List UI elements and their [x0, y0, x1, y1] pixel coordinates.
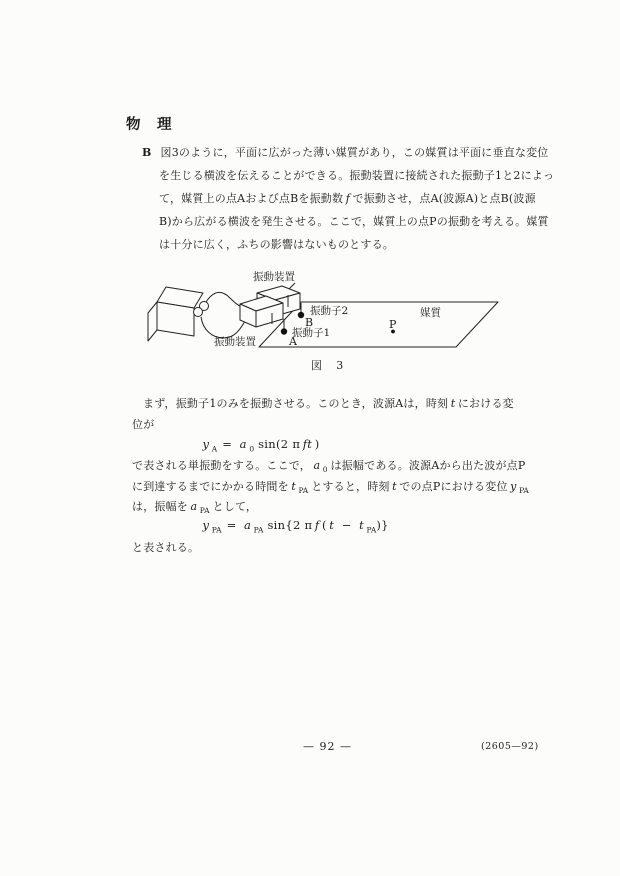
problem-b-line-1	[142, 146, 549, 159]
print-code: (2605—92)	[481, 741, 539, 752]
point-p-label: P	[389, 318, 397, 331]
cable-jack-lower	[194, 308, 203, 317]
page-title: 物 理	[126, 116, 173, 133]
para2-line-8: と表される。	[132, 541, 200, 554]
para2-line-2: 位が	[132, 418, 155, 431]
para2-line-5: に到達するまでにかかる時間を t $_{PA}$ とすると，時刻 t での点Pにおける変位 y $_{PA}$	[132, 480, 529, 496]
problem-b-line-5: は十分に広く，ふちの影響はないものとする。	[159, 238, 394, 251]
para2-line-4: で表される単振動をする。ここで， a $_0$ は振幅である。波源Aから出た波が点P	[132, 459, 526, 475]
problem-b-line-2: を生じる横波を伝えることができる。振動装置に接続された振動子1と2によっ	[159, 169, 555, 182]
device-top-label: 振動装置	[253, 271, 295, 283]
point-a-dot	[281, 328, 287, 334]
vibration-device-front	[240, 296, 283, 327]
problem-b-line-3	[159, 192, 536, 205]
frequency-symbol: f	[345, 192, 350, 205]
figure-caption	[311, 359, 343, 372]
problem-b-text-3a: て，媒質上の点Aおよび点Bを振動数	[159, 192, 344, 205]
vibrator-1-label: 振動子1	[292, 327, 331, 339]
point-b-label: B	[305, 316, 314, 329]
problem-b-text-1: 図3のように，平面に広がった薄い媒質があり，この媒質は平面に垂直な変位	[160, 146, 549, 159]
problem-b-label: B	[142, 146, 152, 159]
time-symbol: t	[450, 397, 456, 410]
problem-b-line-4: B)から広がる横波を発生させる。ここで，媒質上の点Pの振動を考える。媒質	[159, 215, 549, 228]
figure-caption-label: 図	[311, 359, 323, 372]
equation-ypa: y $_{PA}$ = a $_{PA}$ sin{2 π f ( t − t $_{PA}$)}	[202, 518, 389, 535]
problem-b-text-3b: で振動させ，点A(波源A)と点B(波源	[352, 192, 536, 205]
vibrator-2-label: 振動子2	[310, 305, 349, 317]
figure-3-diagram	[140, 262, 510, 358]
para2-line-1: まず，振動子1のみを振動させる。このとき，波源Aは，時刻 t における変	[143, 397, 514, 410]
device-bottom-label: 振動装置	[214, 336, 256, 348]
equation-ya: y $_A$ = a $_0$ sin(2 π ft )	[202, 437, 320, 454]
figure-caption-number: 3	[336, 359, 344, 372]
device-top-leader-line	[289, 283, 295, 289]
para2-line-6: は，振幅を a $_{PA}$ として，	[132, 500, 258, 516]
amplitude-symbol: a	[313, 459, 321, 472]
medium-label: 媒質	[420, 307, 441, 319]
point-b-dot	[298, 312, 304, 318]
page-number: — 92 —	[303, 740, 352, 753]
point-a-label: A	[289, 335, 297, 348]
cable-lower	[201, 317, 245, 338]
